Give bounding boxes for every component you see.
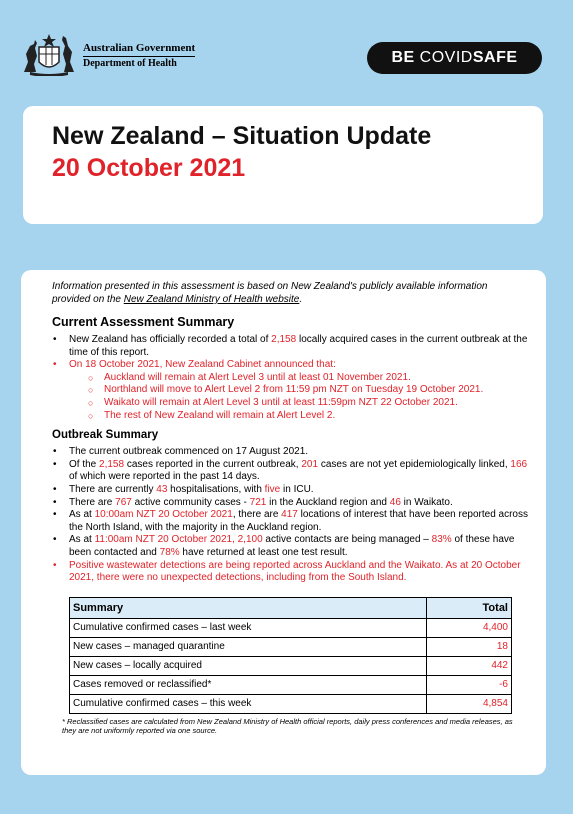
- outbreak-list: [52, 446, 528, 585]
- row-label: New cases – managed quarantine: [70, 637, 427, 656]
- assessment-list: [52, 334, 528, 422]
- be-covidsafe-badge: [367, 42, 542, 74]
- table-row: [70, 618, 512, 637]
- intro-text: Information presented in this assessment is based on New Zealand's publicly available information provided on the: [52, 281, 488, 305]
- coat-of-arms-icon: [20, 32, 78, 76]
- summary-table: [69, 597, 512, 714]
- list-item: • The current outbreak commenced on 17 August 2021.: [52, 446, 528, 459]
- list-item: • There are 767 active community cases - 721 in the Auckland region and 46 in Waikato.: [52, 497, 528, 510]
- moh-website-link[interactable]: New Zealand Ministry of Health website: [123, 294, 300, 305]
- row-value: 442: [427, 656, 512, 675]
- badge-safe: SAFE: [472, 49, 518, 66]
- sub-list-item: ○ The rest of New Zealand will remain at Alert Level 2.: [52, 410, 528, 423]
- sub-list-item: ○ Northland will move to Alert Level 2 from 11:59 pm NZT on Tuesday 19 October 2021.: [52, 384, 528, 397]
- list-item: • Of the 2,158 cases reported in the current outbreak, 201 cases are not yet epidemiologically linked, 166 of which were reported in the past 14 days.: [52, 459, 528, 484]
- row-value: 18: [427, 637, 512, 656]
- list-item: • As at 10:00am NZT 20 October 2021, there are 417 locations of interest that have been reported across the North Island, with the majority in the Auckland region.: [52, 509, 528, 534]
- table-row: [70, 637, 512, 656]
- row-label: Cases removed or reclassified*: [70, 675, 427, 694]
- table-row: [70, 694, 512, 713]
- page-title: New Zealand – Situation Update: [52, 122, 432, 150]
- australian-government-logo: [20, 32, 200, 80]
- page-header: [0, 0, 573, 100]
- intro-paragraph: [52, 280, 528, 306]
- table-footnote: * Reclassified cases are calculated from New Zealand Ministry of Health official reports, daily press conferences and media releases, as they are not uniformly reported via one source.: [62, 716, 513, 736]
- column-header-summary: Summary: [70, 597, 427, 618]
- row-value: 4,400: [427, 618, 512, 637]
- sub-list-item: ○ Auckland will remain at Alert Level 3 until at least 01 November 2021.: [52, 372, 528, 385]
- badge-be: BE: [391, 49, 415, 66]
- row-value: -6: [427, 675, 512, 694]
- table-row: [70, 675, 512, 694]
- badge-covid: COVID: [414, 49, 473, 66]
- list-item: • New Zealand has officially recorded a total of 2,158 locally acquired cases in the current outbreak at the time of this report.: [52, 334, 528, 359]
- column-header-total: Total: [427, 597, 512, 618]
- assessment-heading: Current Assessment Summary: [52, 315, 235, 329]
- row-label: Cumulative confirmed cases – this week: [70, 694, 427, 713]
- list-item: • There are currently 43 hospitalisations, with five in ICU.: [52, 484, 528, 497]
- list-item: • On 18 October 2021, New Zealand Cabinet announced that:: [52, 359, 528, 372]
- row-label: Cumulative confirmed cases – last week: [70, 618, 427, 637]
- table-header-row: [70, 597, 512, 618]
- table-row: [70, 656, 512, 675]
- title-card: [23, 106, 543, 224]
- row-label: New cases – locally acquired: [70, 656, 427, 675]
- department-name: Department of Health: [83, 58, 177, 69]
- outbreak-heading: Outbreak Summary: [52, 429, 159, 442]
- row-value: 4,854: [427, 694, 512, 713]
- page-date: 20 October 2021: [52, 154, 246, 182]
- intro-end: .: [299, 294, 303, 305]
- list-item: • Positive wastewater detections are being reported across Auckland and the Waikato. As at 20 October 2021, there were no unexpected detections, including from the South Island.: [52, 560, 528, 585]
- sub-list-item: ○ Waikato will remain at Alert Level 3 until at least 11:59pm NZT 22 October 2021.: [52, 397, 528, 410]
- content-card: [21, 270, 546, 775]
- list-item: • As at 11:00am NZT 20 October 2021, 2,100 active contacts are being managed – 83% of these have been contacted and 78% have returned at least one test result.: [52, 534, 528, 559]
- gov-name: Australian Government: [83, 42, 195, 57]
